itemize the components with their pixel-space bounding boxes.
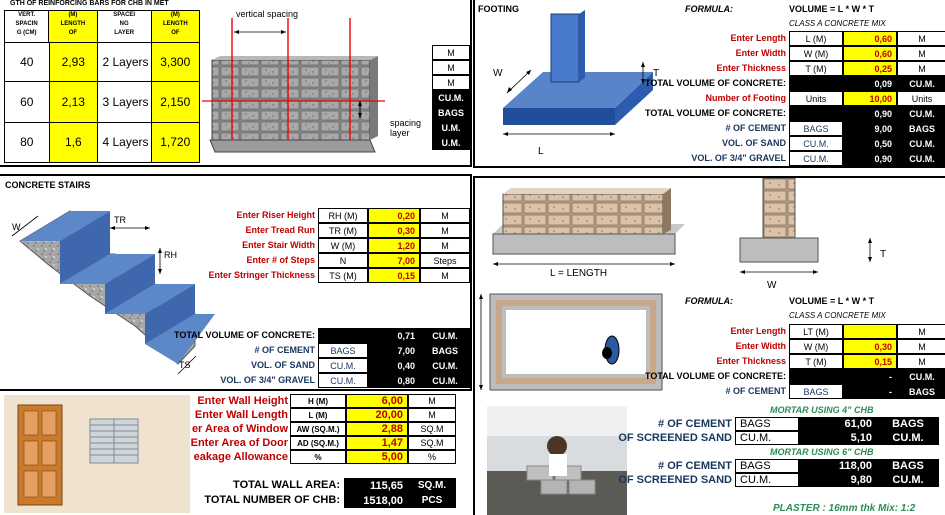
unit-cell: Units [897, 91, 945, 106]
row-label: VOL. OF SAND [250, 360, 315, 370]
length-label: L = LENGTH [550, 268, 608, 279]
unit-cell: U.M. [432, 135, 470, 150]
unit-symbol-cell: CU.M. [789, 136, 843, 151]
spacing-label-line: spacing [390, 118, 422, 128]
table-row [4, 123, 200, 163]
row-label: VOL. OF 3/4" GRAVEL [691, 153, 786, 163]
table-row [680, 61, 945, 76]
unit-symbol-cell [789, 369, 843, 384]
value-cell[interactable]: 5,00 [346, 450, 408, 464]
row-label: Enter Thickness [716, 356, 786, 366]
unit-cell: SQ.M [408, 436, 456, 450]
value-cell: 1518,00 [344, 493, 408, 508]
value-cell: 0,80 [368, 373, 420, 388]
table-row [190, 223, 470, 238]
unit-cell: CU.M. [420, 328, 470, 343]
unit-cell: BAGS [432, 105, 470, 120]
unit-cell: M [408, 394, 456, 408]
header-col-layer [98, 11, 152, 42]
table-row [180, 450, 470, 464]
unit-cell: M [432, 75, 470, 90]
footing-panel [473, 0, 945, 168]
value-cell: 5,10 [799, 431, 877, 445]
unit-symbol-cell: AD (SQ.M.) [290, 436, 346, 450]
row-label: OF SCREENED SAND [618, 474, 732, 486]
table-row [4, 43, 200, 82]
row-label: er Area of Window [191, 423, 288, 435]
unit-cell: CU.M. [897, 136, 945, 151]
value-cell[interactable]: 0,60 [843, 46, 897, 61]
table-row [680, 151, 945, 166]
row-label: OF SCREENED SAND [618, 432, 732, 444]
value-cell[interactable]: 0,60 [843, 31, 897, 46]
row-label: Enter Thickness [716, 63, 786, 73]
length-cell[interactable]: 2,93 [50, 43, 99, 81]
unit-symbol-cell: CU.M. [735, 473, 799, 487]
mortar-group-title: MORTAR USING 4" CHB [770, 405, 874, 415]
formula-text: VOLUME = L * W * T [789, 296, 875, 306]
row-label: # OF CEMENT [254, 345, 315, 355]
header-text: SPACIN [15, 21, 38, 27]
unit-cell: CU.M. [877, 431, 939, 445]
unit-cell: SQ.M [408, 422, 456, 436]
row-label: Number of Footing [705, 93, 786, 103]
total-cell[interactable]: 1,720 [152, 123, 200, 162]
stairs-input-rows [190, 208, 470, 283]
value-cell: - [843, 369, 897, 384]
value-cell[interactable]: 0,20 [368, 208, 420, 223]
unit-cell: CU.M. [432, 90, 470, 105]
wall-chb-panel [0, 392, 470, 515]
header-col-spacing [5, 11, 49, 42]
value-cell[interactable]: 1,20 [368, 238, 420, 253]
row-label: TOTAL VOLUME OF CONCRETE: [645, 108, 786, 118]
wall-chb-totals [180, 478, 470, 508]
stairs-illustration [0, 196, 220, 386]
value-cell[interactable]: 0,25 [843, 61, 897, 76]
value-cell[interactable]: 20,00 [346, 408, 408, 422]
table-row [680, 46, 945, 61]
unit-cell: CU.M. [897, 369, 945, 384]
formula-text: VOLUME = L * W * T [789, 4, 875, 14]
mix-label: CLASS A CONCRETE MIX [789, 19, 886, 28]
total-cell[interactable]: 3,300 [152, 43, 200, 81]
table-row [190, 208, 470, 223]
value-cell[interactable]: 1,47 [346, 436, 408, 450]
table-row [180, 493, 470, 508]
row-label: Enter Length [730, 326, 786, 336]
value-cell: 118,00 [799, 459, 877, 473]
vertical-spacing-label: vertical spacing [236, 9, 299, 19]
unit-symbol-cell: BAGS [789, 121, 843, 136]
value-cell[interactable]: 6,00 [346, 394, 408, 408]
header-text: VERT. [18, 12, 36, 18]
wall-chb-rows [180, 394, 470, 464]
unit-cell: Steps [420, 253, 470, 268]
unit-cell: M [897, 354, 945, 369]
unit-symbol-cell: L (M) [789, 31, 843, 46]
table-row [174, 328, 470, 343]
layers-cell[interactable]: 2 Layers [98, 43, 151, 81]
unit-symbol-cell: AW (SQ.M.) [290, 422, 346, 436]
unit-cell: M [420, 268, 470, 283]
value-cell: 0,40 [368, 358, 420, 373]
chb-spacing-panel [0, 0, 472, 167]
dim-w-label: W [767, 280, 777, 291]
row-label: Enter Length [730, 33, 786, 43]
footing-title: FOOTING [478, 4, 519, 14]
spacing-cell[interactable]: 40 [5, 43, 50, 81]
unit-symbol-cell: BAGS [318, 343, 368, 358]
unit-cell: M [897, 46, 945, 61]
unit-cell: M [897, 339, 945, 354]
unit-cell: CU.M. [420, 373, 470, 388]
unit-cell: % [408, 450, 456, 464]
value-cell: 9,00 [843, 121, 897, 136]
spacing-cell[interactable]: 60 [5, 82, 50, 122]
unit-cell: BAGS [877, 459, 939, 473]
table-row [190, 238, 470, 253]
footing-rows [645, 31, 945, 166]
row-label: Enter Wall Length [194, 409, 288, 421]
unit-symbol-cell: CU.M. [789, 151, 843, 166]
value-cell[interactable] [843, 324, 897, 339]
value-cell: 7,00 [368, 343, 420, 358]
value-cell: 9,80 [799, 473, 877, 487]
table-row [680, 31, 945, 46]
spacing-layer-label [390, 118, 421, 138]
unit-symbol-cell [318, 328, 368, 343]
unit-cell: M [420, 208, 470, 223]
row-label: # OF CEMENT [658, 418, 732, 430]
unit-cell: CU.M. [877, 473, 939, 487]
header-text: LENGTH [163, 21, 188, 27]
value-cell: 0,90 [843, 151, 897, 166]
chb-header-row [4, 10, 200, 43]
plaster-title: PLASTER : 16mm thk Mix: 1:2 [773, 503, 916, 514]
table-row [180, 422, 470, 436]
chb-wall-illustration [200, 0, 430, 165]
table-row [645, 369, 945, 384]
unit-cell: CU.M. [897, 151, 945, 166]
wall-footing-panel [473, 176, 945, 400]
table-row [625, 417, 945, 431]
unit-cell: M [897, 31, 945, 46]
header-text: NG [119, 21, 129, 27]
unit-symbol-cell: T (M) [789, 354, 843, 369]
row-label: Enter Stringer Thickness [208, 270, 315, 280]
table-row [190, 358, 470, 373]
unit-symbol-cell: TR (M) [318, 223, 368, 238]
row-label: eakage Allowance [193, 451, 288, 463]
stairs-panel [0, 174, 472, 391]
unit-symbol-cell: BAGS [789, 384, 843, 399]
row-label: Enter Stair Width [242, 240, 315, 250]
partial-units-column [432, 45, 470, 150]
row-label: Enter Width [735, 341, 786, 351]
mix-label: CLASS A CONCRETE MIX [789, 311, 886, 320]
length-cell[interactable]: 2,13 [50, 82, 99, 122]
mortar-rows [618, 403, 945, 487]
header-text: SPACEI [113, 12, 136, 18]
value-cell[interactable]: 0,15 [843, 354, 897, 369]
value-cell[interactable]: 0,30 [368, 223, 420, 238]
table-row [180, 478, 470, 493]
formula-label: FORMULA: [685, 4, 733, 14]
unit-symbol-cell: RH (M) [318, 208, 368, 223]
unit-symbol-cell: CU.M. [318, 373, 368, 388]
wall-footing-rows [645, 324, 945, 399]
row-label: # OF CEMENT [725, 123, 786, 133]
header-text: LENGTH [60, 21, 86, 27]
unit-symbol-cell: LT (M) [789, 324, 843, 339]
unit-cell: BAGS [897, 384, 945, 399]
row-label: # OF CEMENT [658, 460, 732, 472]
unit-symbol-cell [789, 76, 843, 91]
table-row [618, 431, 945, 445]
total-cell[interactable]: 2,150 [152, 82, 200, 122]
value-cell[interactable]: 2,88 [346, 422, 408, 436]
value-cell: 0,50 [843, 136, 897, 151]
row-label: Enter # of Steps [246, 255, 315, 265]
row-label: TOTAL VOLUME OF CONCRETE: [174, 330, 315, 340]
mason-photo-illustration [487, 406, 627, 515]
unit-symbol-cell: T (M) [789, 61, 843, 76]
dim-w-label: W [493, 68, 503, 79]
table-row [190, 343, 470, 358]
mortar-panel [473, 400, 945, 515]
table-row [4, 82, 200, 123]
unit-symbol-cell: % [290, 450, 346, 464]
layers-cell[interactable]: 4 Layers [98, 123, 151, 162]
table-row [680, 91, 945, 106]
unit-cell: U.M. [432, 120, 470, 135]
unit-cell: M [420, 223, 470, 238]
dim-tr-label: TR [114, 215, 126, 225]
unit-symbol-cell: BAGS [735, 417, 799, 431]
row-label: VOL. OF 3/4" GRAVEL [220, 375, 315, 385]
row-label: # OF CEMENT [725, 386, 786, 396]
value-cell: 0,71 [368, 328, 420, 343]
unit-symbol-cell: N [318, 253, 368, 268]
mortar-group-title: MORTAR USING 6" CHB [770, 447, 874, 457]
table-row [625, 459, 945, 473]
table-row [645, 106, 945, 121]
table-row [180, 436, 470, 450]
unit-cell: M [897, 61, 945, 76]
value-cell: 0,90 [843, 106, 897, 121]
table-row [190, 373, 470, 388]
header-col-total [152, 11, 199, 42]
unit-cell: SQ.M. [408, 478, 456, 493]
row-label: Enter Wall Height [197, 395, 288, 407]
value-cell[interactable]: 10,00 [843, 91, 897, 106]
value-cell: 115,65 [344, 478, 408, 493]
unit-symbol-cell [789, 106, 843, 121]
spacing-cell[interactable]: 80 [5, 123, 50, 162]
value-cell[interactable]: 7,00 [368, 253, 420, 268]
table-row [680, 384, 945, 399]
value-cell[interactable]: 0,15 [368, 268, 420, 283]
row-label: TOTAL VOLUME OF CONCRETE: [645, 371, 786, 381]
unit-cell: M [420, 238, 470, 253]
table-row [680, 121, 945, 136]
unit-symbol-cell: L (M) [290, 408, 346, 422]
table-row [645, 76, 945, 91]
dim-rh-label: RH [164, 250, 177, 260]
unit-symbol-cell: BAGS [735, 459, 799, 473]
spacing-label-line: layer [390, 128, 410, 138]
row-label: Enter Riser Height [236, 210, 315, 220]
unit-symbol-cell: CU.M. [318, 358, 368, 373]
header-col-length [49, 11, 97, 42]
unit-cell: PCS [408, 493, 456, 508]
unit-cell: CU.M. [420, 358, 470, 373]
unit-cell: BAGS [420, 343, 470, 358]
unit-cell: CU.M. [897, 106, 945, 121]
chb-spacing-rows [4, 43, 200, 163]
value-cell[interactable]: 0,30 [843, 339, 897, 354]
value-cell: 61,00 [799, 417, 877, 431]
unit-symbol-cell: W (M) [318, 238, 368, 253]
value-cell: - [843, 384, 897, 399]
formula-label: FORMULA: [685, 296, 733, 306]
row-label: VOL. OF SAND [721, 138, 786, 148]
row-label: TOTAL WALL AREA: [233, 479, 340, 491]
header-text: (M) [170, 12, 180, 18]
length-cell[interactable]: 1,6 [50, 123, 99, 162]
dim-t-label: T [880, 249, 887, 260]
table-row [680, 136, 945, 151]
unit-symbol-cell: CU.M. [735, 431, 799, 445]
unit-cell: BAGS [897, 121, 945, 136]
unit-symbol-cell: TS (M) [318, 268, 368, 283]
table-row [190, 268, 470, 283]
unit-cell: M [432, 60, 470, 75]
row-label: Enter Tread Run [245, 225, 315, 235]
row-label: TOTAL VOLUME OF CONCRETE: [645, 78, 786, 88]
header-text: (M) [68, 12, 78, 18]
wall-with-door-window-illustration [4, 395, 190, 513]
dim-w-label: W [12, 222, 21, 232]
unit-cell: M [432, 45, 470, 60]
row-label: Enter Width [735, 48, 786, 58]
header-text: LAYER [114, 30, 135, 36]
header-text: G (CM) [16, 30, 37, 36]
stairs-title: CONCRETE STAIRS [5, 180, 91, 190]
table-row [180, 408, 470, 422]
layers-cell[interactable]: 3 Layers [98, 82, 151, 122]
unit-symbol-cell: H (M) [290, 394, 346, 408]
value-cell: 0,09 [843, 76, 897, 91]
dim-ts-label: TS [179, 360, 191, 370]
unit-cell: CU.M. [897, 76, 945, 91]
table-row [180, 394, 470, 408]
dim-t-label: T [653, 68, 660, 79]
unit-cell: M [408, 408, 456, 422]
table-row [680, 339, 945, 354]
unit-cell: BAGS [877, 417, 939, 431]
row-label: TOTAL NUMBER OF CHB: [204, 494, 340, 506]
table-row [680, 354, 945, 369]
dim-l-label: L [538, 146, 544, 157]
table-row [190, 253, 470, 268]
row-label: Enter Area of Door [190, 437, 288, 449]
unit-cell: M [897, 324, 945, 339]
unit-symbol-cell: Units [789, 91, 843, 106]
table-row [680, 324, 945, 339]
header-text: OF [68, 30, 78, 36]
unit-symbol-cell: W (M) [789, 339, 843, 354]
header-text: OF [171, 30, 180, 36]
unit-symbol-cell: W (M) [789, 46, 843, 61]
table-row [618, 473, 945, 487]
chb-spacing-title: GTH OF REINFORCING BARS FOR CHB IN MET [10, 0, 169, 7]
